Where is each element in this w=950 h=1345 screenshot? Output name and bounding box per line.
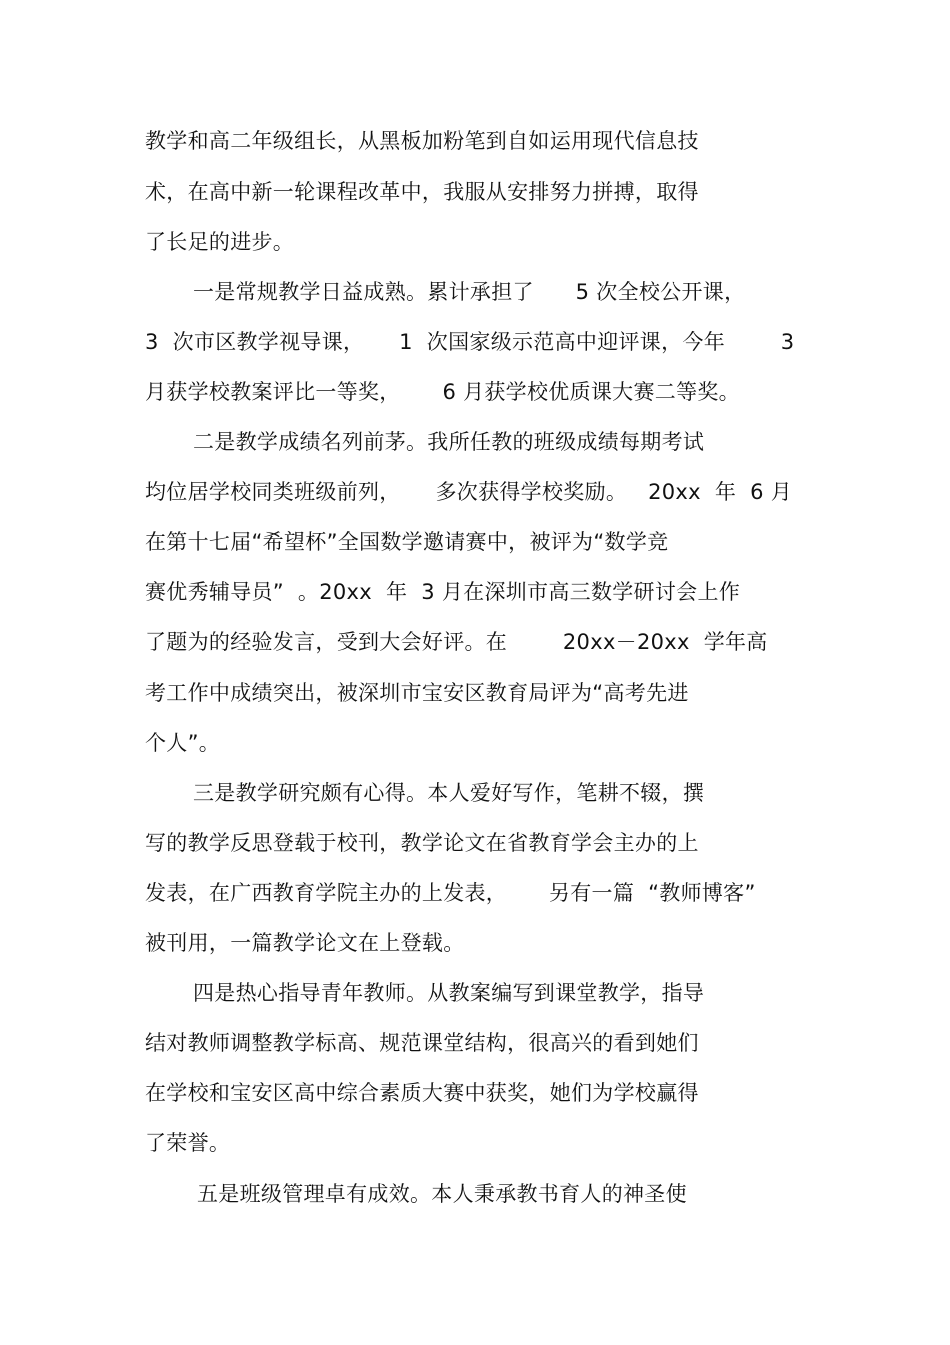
text-line-18: 四是热心指导青年教师。从教案编写到课堂教学，指导 (193, 981, 705, 1005)
text-line-17: 被刊用，一篇教学论文在上登载。 (145, 931, 465, 955)
text-line-10: 赛优秀辅导员” 。20xx 年 3 月在深圳市高三数学研讨会上作 (145, 580, 741, 604)
text-line-5: 3 次市区教学视导课， 1 次国家级示范高中迎评课，今年 3 (145, 330, 795, 354)
text-line-4: 一是常规教学日益成熟。累计承担了 5 次全校公开课， (193, 280, 746, 304)
text-line-1: 教学和高二年级组长，从黑板加粉笔到自如运用现代信息技 (145, 129, 699, 153)
text-line-21: 了荣誉。 (145, 1131, 231, 1155)
text-line-16: 发表，在广西教育学院主办的上发表， 另有一篇 “教师博客” (145, 881, 756, 905)
text-line-22: 五是班级管理卓有成效。本人秉承教书育人的神圣使 (197, 1182, 687, 1206)
text-line-2: 术，在高中新一轮课程改革中，我服从安排努力拼搏，取得 (145, 180, 699, 204)
text-line-3: 了长足的进步。 (145, 230, 295, 254)
text-line-9: 在第十七届“希望杯”全国数学邀请赛中，被评为“数学竞 (145, 530, 669, 554)
text-line-20: 在学校和宝安区高中综合素质大赛中获奖，她们为学校赢得 (145, 1081, 699, 1105)
text-line-14: 三是教学研究颇有心得。本人爱好写作，笔耕不辍，撰 (193, 781, 705, 805)
text-line-6: 月获学校教案评比一等奖， 6 月获学校优质课大赛二等奖。 (145, 380, 740, 404)
text-line-13: 个人”。 (145, 731, 221, 755)
text-line-8: 均位居学校同类班级前列， 多次获得学校奖励。 20xx 年 6 月 (145, 480, 793, 504)
text-line-11: 了题为的经验发言，受到大会好评。在 20xx－20xx 学年高 (145, 630, 768, 654)
text-line-19: 结对教师调整教学标高、规范课堂结构，很高兴的看到她们 (145, 1031, 699, 1055)
text-line-12: 考工作中成绩突出，被深圳市宝安区教育局评为“高考先进 (145, 681, 689, 705)
text-line-7: 二是教学成绩名列前茅。我所任教的班级成绩每期考试 (193, 430, 705, 454)
text-line-15: 写的教学反思登载于校刊，教学论文在省教育学会主办的上 (145, 831, 699, 855)
